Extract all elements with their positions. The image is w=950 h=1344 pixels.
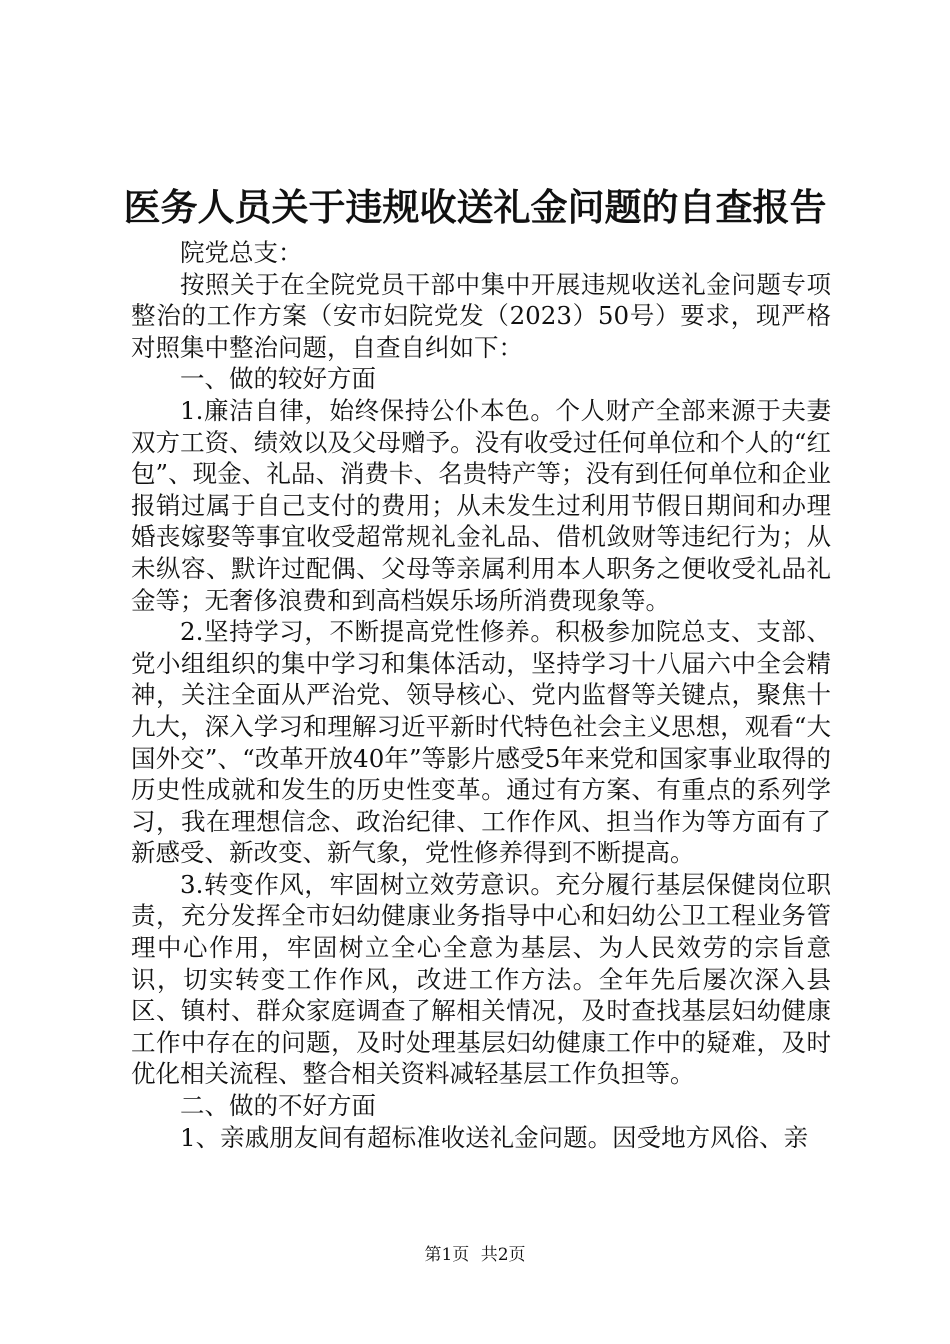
- salutation: 院党总支：: [180, 238, 303, 267]
- document-title: 医务人员关于违规收送礼金问题的自查报告: [123, 185, 827, 229]
- paragraph-bad-1: 1、亲戚朋友间有超标准收送礼金问题。因受地方风俗、亲: [180, 1122, 809, 1152]
- paragraph-point-2: 2.坚持学习，不断提高党性修养。积极参加院总支、支部、党小组组织的集中学习和集体活动，坚持学习十八届六中全会精神，关注全面从严治党、领导核心、党内监督等关键点，聚焦十九大，深入学习和理解习近平新时代特色社会主义思想，观看“大国外交”、“改革开放40年”等影片感受5年来党和国家事业取得的历史性成就和发生的历史性变革。通过有方案、有重点的系列学习，我在理想信念、政治纪律、工作作风、担当作为等方面有了新感受、新改变、新气象，党性修养得到不断提高。: [131, 617, 831, 868]
- page-total: 共2页: [480, 1245, 526, 1265]
- paragraph-point-3: 3.转变作风，牢固树立效劳意识。充分履行基层保健岗位职责，充分发挥全市妇幼健康业务指导中心和妇幼公卫工程业务管理中心作用，牢固树立全心全意为基层、为人民效劳的宗旨意识，切实转变工作作风，改进工作方法。全年先后屡次深入县区、镇村、群众家庭调查了解相关情况，及时查找基层妇幼健康工作中存在的问题，及时处理基层妇幼健康工作中的疑难，及时优化相关流程、整合相关资料减轻基层工作负担等。: [131, 869, 831, 1089]
- page-number: 第1页: [424, 1245, 470, 1265]
- section-heading-good: 一、做的较好方面: [180, 364, 376, 394]
- page-footer: [0, 1244, 950, 1266]
- document-body: [131, 237, 831, 1153]
- section-heading-bad: 二、做的不好方面: [180, 1091, 376, 1121]
- paragraph-intro: 按照关于在全院党员干部中集中开展违规收送礼金问题专项整治的工作方案（安市妇院党发（2023）50号）要求，现严格对照集中整治问题，自查自纠如下：: [131, 269, 831, 362]
- paragraph-point-1: 1.廉洁自律，始终保持公仆本色。个人财产全部来源于夫妻双方工资、绩效以及父母赠予。没有收受过任何单位和个人的“红包”、现金、礼品、消费卡、名贵特产等；没有到任何单位和企业报销过属于自己支付的费用；从未发生过利用节假日期间和办理婚丧嫁娶等事宜收受超常规礼金礼品、借机敛财等违纪行为；从未纵容、默许过配偶、父母等亲属利用本人职务之便收受礼品礼金等；无奢侈浪费和到高档娱乐场所消费现象等。: [131, 395, 831, 615]
